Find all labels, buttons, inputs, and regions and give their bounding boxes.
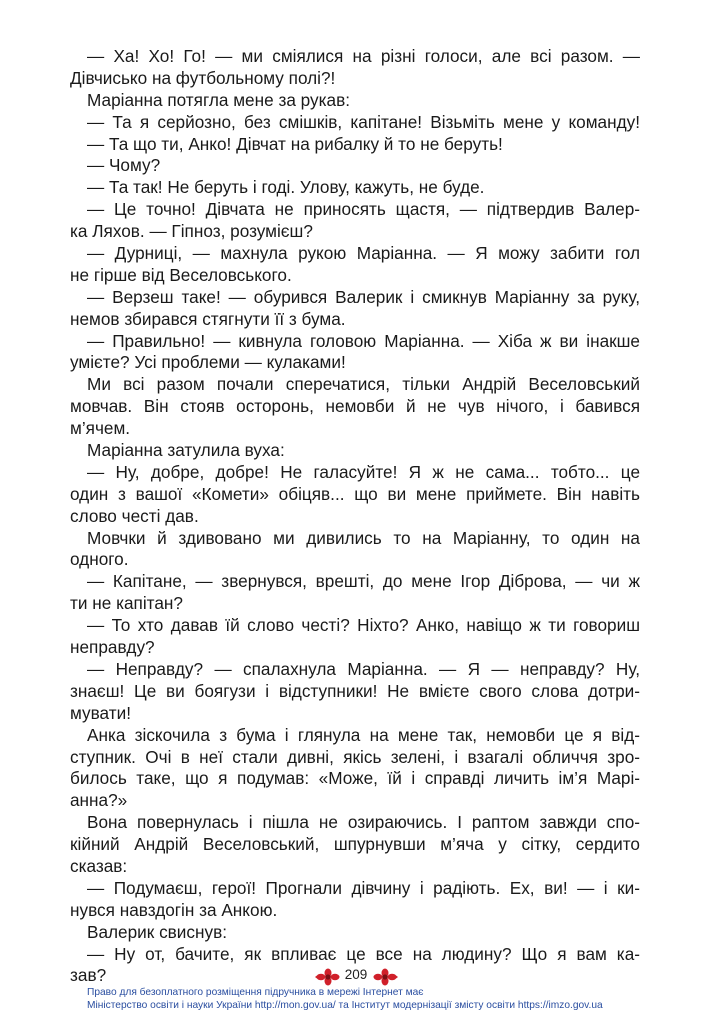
text-line: — Верзеш таке! — обурився Валерик і смикнув Маріанну за руку, [87,286,640,307]
text-line: зав? [70,965,107,986]
text-line: немов збирався стягнути її з бума. [70,308,346,329]
text-line: Мовчки й здивовано ми дивились то на Маріанну, то один на [87,527,640,548]
page-body [70,46,640,987]
text-line: билось таке, що я подумав: «Може, їй і справді личить ім’я Марі- [70,768,640,789]
text-line: — Та що ти, Анко! Дівчат на рибалку й то не беруть! [87,133,503,154]
text-line: — Чому? [87,155,161,176]
footer-rights-line: Право для безоплатного розміщення підручника в мережі Інтернет має [87,987,424,998]
text-line: м’ячем. [70,418,131,439]
text-line: одного. [70,549,129,570]
text-line: неправду? [70,637,155,658]
text-line: анна?» [70,790,128,811]
text-line: знаєш! Це ви боягузи і відступники! Не вмієте свого слова дотри- [70,680,640,701]
text-line: не гірше від Веселовського. [70,264,292,285]
text-line: ти не капітан? [70,593,183,614]
text-line: Дівчисько на футбольному полі?! [70,67,336,88]
text-line: Маріанна потягла мене за рукав: [87,89,350,110]
text-line: Валерик свиснув: [87,921,227,942]
text-line: ступник. Очі в неї стали дивні, якісь зелені, і взагалі обличчя зро- [70,746,640,767]
text-line: — Подумаєш, герої! Прогнали дівчину і радіють. Ех, ви! — і ки- [87,877,640,898]
text-line: мовчав. Він стояв осторонь, немовби й не чув нічого, і бавився [70,396,640,417]
text-line: — То хто давав їй слово честі? Ніхто? Анко, навіщо ж ти говориш [87,615,640,636]
text-line: — Це точно! Дівчата не приносять щастя, — підтвердив Валер- [87,199,640,220]
page-number: 209 [344,967,368,982]
text-line: кійний Андрій Веселовський, шпурнувши м’яча у сітку, сердито [70,834,640,855]
text-line: один з вашої «Комети» обіцяв... що ви мене приймете. Він навіть [70,483,640,504]
text-line: сказав: [70,855,128,876]
text-line: — Ха! Хо! Го! — ми сміялися на різні голоси, але всі разом. — [87,46,640,66]
text-line: ка Ляхов. — Гіпноз, розумієш? [70,221,313,242]
text-line: Маріанна затулила вуха: [87,440,285,461]
text-line: мувати! [70,702,131,723]
text-line: Вона повернулась і пішла не озираючись. І раптом завжди спо- [87,812,640,833]
text-line: — Та так! Не беруть і годі. Улову, кажуть, не буде. [87,177,485,198]
text-line: Анка зіскочила з бума і глянула на мене так, немовби це я від- [87,724,640,745]
text-line: нувся навздогін за Анкою. [70,899,278,920]
text-line: — Та я серйозно, без смішків, капітане! Візьміть мене у команду! [87,111,640,132]
text-line: — Дурниці, — махнула рукою Маріанна. — Я можу забити гол [87,243,640,264]
text-line: — Неправду? — спалахнула Маріанна. — Я — неправду? Ну, [87,658,640,679]
footer-ministry-line: Міністерство освіти і науки України http://mon.gov.ua/ та Інститут модернізації змісту освіти https://imzo.gov.ua [87,1000,603,1011]
text-line: Ми всі разом почали сперечатися, тільки Андрій Веселовський [87,374,640,395]
text-line: — Ну от, бачите, як впливає це все на людину? Що я вам ка- [87,943,640,964]
text-line: — Правильно! — кивнула головою Маріанна. — Хіба ж ви інакше [87,330,640,351]
text-line: слово честі дав. [70,505,199,526]
text-line: — Капітане, — звернувся, врешті, до мене Ігор Діброва, — чи ж [87,571,640,592]
text-line: — Ну, добре, добре! Не галасуйте! Я ж не сама... тобто... це [87,461,640,482]
text-line: умієте? Усі проблеми — кулаками! [70,352,346,373]
